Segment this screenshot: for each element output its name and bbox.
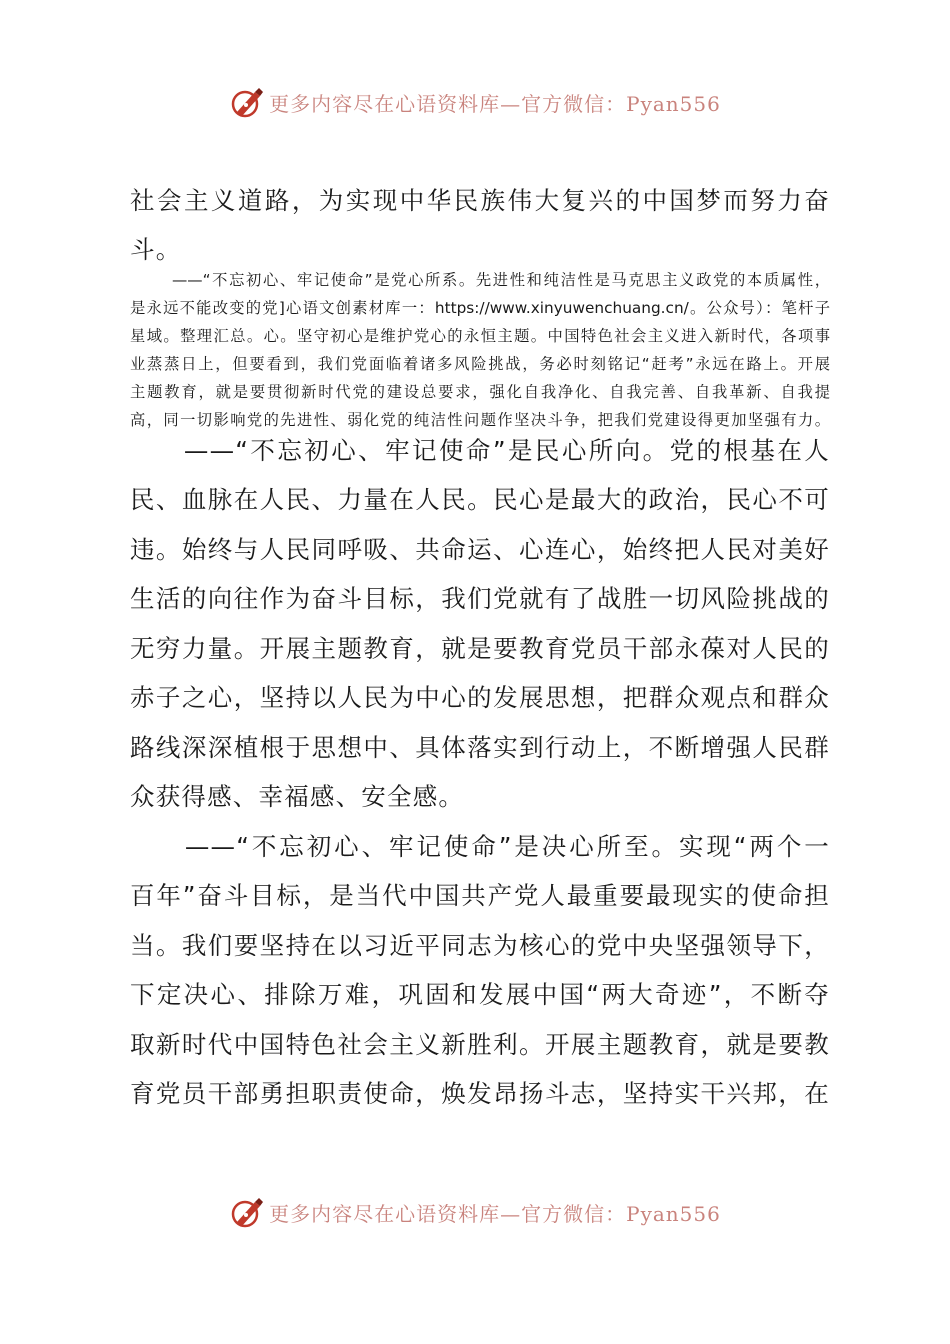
text-line: 取新时代中国特色社会主义新胜利。开展主题教育，就是要教 xyxy=(130,1030,830,1059)
text-line: 众获得感、幸福感、安全感。 xyxy=(130,782,465,811)
text-line: ——“不忘初心、牢记使命”是民心所向。党的根基在人 xyxy=(130,436,830,465)
text-line: 无穷力量。开展主题教育，就是要教育党员干部永葆对人民的 xyxy=(130,634,830,663)
small-text-line: 主题教育，就是要贯彻新时代党的建设总要求，强化自我净化、自我完善、自我革新、自我提 xyxy=(130,383,830,401)
text-line: 斗。 xyxy=(130,235,182,264)
text-line: 生活的向往作为奋斗目标，我们党就有了战胜一切风险挑战的 xyxy=(130,584,830,613)
pen-logo-icon xyxy=(229,1194,265,1230)
footer-banner-text: 更多内容尽在心语资料库—官方微信：Pyan556 xyxy=(269,1201,721,1226)
text-line: 下定决心、排除万难，巩固和发展中国“两大奇迹”，不断夺 xyxy=(130,980,830,1009)
small-text-line: 是永远不能改变的党]心语文创素材库一：https://www.xinyuwenchuang.cn/。公众号）：笔杆子 xyxy=(130,299,830,317)
small-text-line: ——“不忘初心、牢记使命”是党心所系。先进性和纯洁性是马克思主义政党的本质属性， xyxy=(172,271,830,289)
text-line: ——“不忘初心、牢记使命”是决心所至。实现“两个一 xyxy=(130,832,830,861)
text-line: 当。我们要坚持在以习近平同志为核心的党中央坚强领导下， xyxy=(130,931,830,960)
text-line: 路线深深植根于思想中、具体落实到行动上，不断增强人民群 xyxy=(130,733,830,762)
footer-banner xyxy=(0,1192,950,1232)
header-banner xyxy=(0,82,950,122)
text-line: 育党员干部勇担职责使命，焕发昂扬斗志，坚持实干兴邦，在 xyxy=(130,1079,830,1108)
small-text-line: 星域。整理汇总。心。坚守初心是维护党心的永恒主题。中国特色社会主义进入新时代，各项事 xyxy=(130,327,830,345)
text-line: 违。始终与人民同呼吸、共命运、心连心，始终把人民对美好 xyxy=(130,535,830,564)
text-line: 社会主义道路，为实现中华民族伟大复兴的中国梦而努力奋 xyxy=(130,186,830,215)
text-line: 百年”奋斗目标，是当代中国共产党人最重要最现实的使命担 xyxy=(130,881,830,910)
text-line: 赤子之心，坚持以人民为中心的发展思想，把群众观点和群众 xyxy=(130,683,830,712)
small-text-line: 业蒸蒸日上，但要看到，我们党面临着诸多风险挑战，务必时刻铭记“赶考”永远在路上。开展 xyxy=(130,355,830,373)
text-line: 民、血脉在人民、力量在人民。民心是最大的政治，民心不可 xyxy=(130,485,830,514)
header-banner-text: 更多内容尽在心语资料库—官方微信：Pyan556 xyxy=(269,91,721,116)
small-text-line: 高，同一切影响党的先进性、弱化党的纯洁性问题作坚决斗争，把我们党建设得更加坚强有力。 xyxy=(130,411,830,429)
pen-logo-icon xyxy=(229,84,265,120)
